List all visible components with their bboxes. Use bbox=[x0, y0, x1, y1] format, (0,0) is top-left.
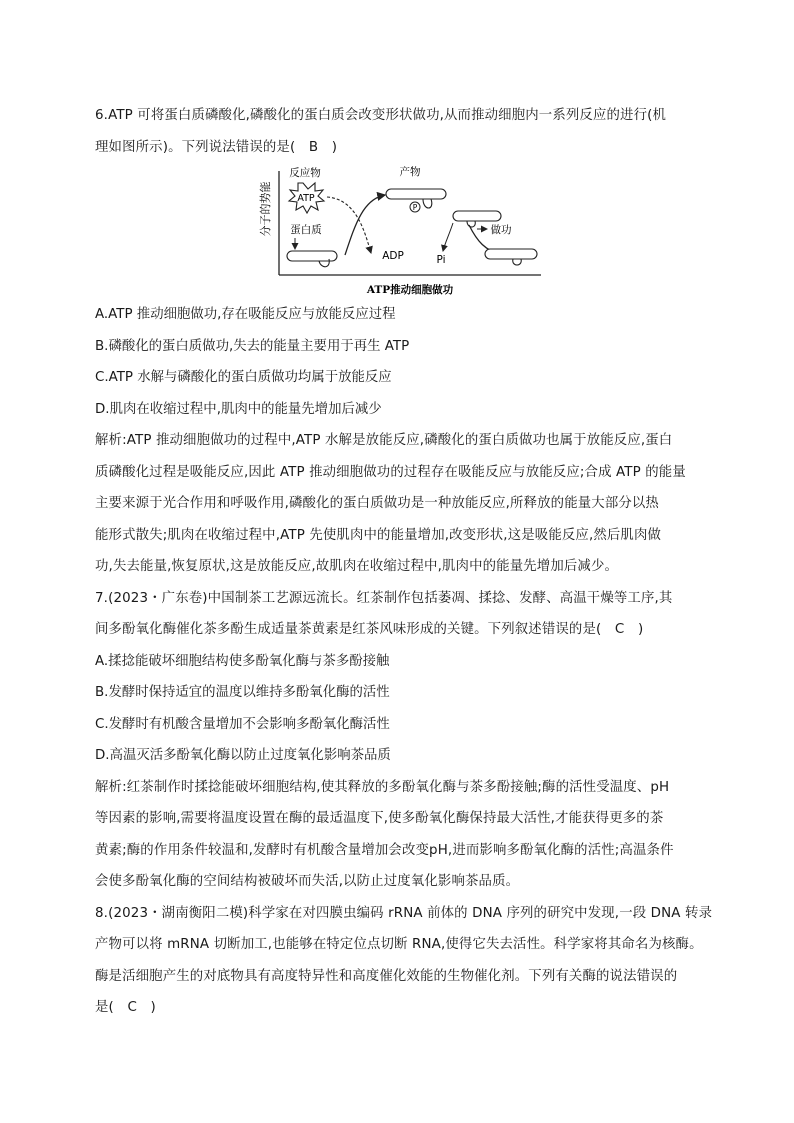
q7-analysis-line-2: 等因素的影响,需要将温度设置在酶的最适温度下,使多酚氧化酶保持最大活性,才能获得更多的茶 bbox=[95, 811, 664, 826]
q6-analysis-line-4: 能形式散失;肌肉在收缩过程中,ATP 先使肌肉中的能量增加,改变形状,这是吸能反应,然后肌肉做 bbox=[95, 527, 662, 543]
protein-tube-mid bbox=[453, 211, 501, 221]
y-axis-label: 分子的势能 bbox=[259, 181, 272, 237]
q8-line-1: 8.(2023・湖南衡阳二模)科学家在对四膜虫编码 rRNA 前体的 DNA 序列的研究中发现,一段 DNA 转录 bbox=[95, 905, 713, 921]
q7-analysis-line-1: 解析:红茶制作时揉捻能破坏细胞结构,使其释放的多酚氧化酶与茶多酚接触;酶的活性受温度、pH bbox=[95, 779, 670, 795]
q6-option-d: D.肌肉在收缩过程中,肌肉中的能量先增加后减少 bbox=[95, 401, 382, 417]
pi-label: Pi bbox=[436, 254, 446, 266]
q6-option-b: B.磷酸化的蛋白质做功,失去的能量主要用于再生 ATP bbox=[95, 338, 410, 354]
protein-high-tail bbox=[423, 199, 432, 208]
q7-stem-line-1: 7.(2023・广东卷)中国制茶工艺源远流长。红茶制作包括萎凋、揉捻、发酵、高温干燥等工序,其 bbox=[95, 590, 673, 606]
q7-option-c: C.发酵时有机酸含量增加不会影响多酚氧化酶活性 bbox=[95, 716, 390, 732]
q8-line-4: 是( C ) bbox=[95, 1000, 156, 1015]
q7-option-a: A.揉捻能破坏细胞结构使多酚氧化酶与茶多酚接触 bbox=[95, 653, 390, 669]
q7-stem-line-2: 间多酚氧化酶催化茶多酚生成适量茶黄素是红茶风味形成的关键。下列叙述错误的是( C ) bbox=[95, 622, 644, 637]
q8-line-3: 酶是活细胞产生的对底物具有高度特异性和高度催化效能的生物催化剂。下列有关酶的说法错误的 bbox=[95, 968, 678, 984]
protein-final-tail bbox=[513, 259, 521, 265]
q6-option-a: A.ATP 推动细胞做功,存在吸能反应与放能反应过程 bbox=[95, 307, 396, 322]
q6-analysis-line-1: 解析:ATP 推动细胞做功的过程中,ATP 水解是放能反应,磷酸化的蛋白质做功也属于放能反应,蛋白 bbox=[95, 433, 673, 448]
q6-stem-line-2: 理如图所示)。下列说法错误的是( B ) bbox=[95, 139, 338, 155]
adp-label: ADP bbox=[382, 250, 404, 262]
product-label: 产物 bbox=[399, 166, 421, 178]
q6-analysis-line-5: 功,失去能量,恢复原状,这是放能反应,故肌肉在收缩过程中,肌肉中的能量先增加后减少。 bbox=[95, 559, 619, 574]
q7-option-b: B.发酵时保持适宜的温度以维持多酚氧化酶的活性 bbox=[95, 685, 390, 700]
q7-analysis-line-4: 会使多酚氧化酶的空间结构被破坏而失活,以防止过度氧化影响茶品质。 bbox=[95, 874, 520, 889]
protein-tube-high bbox=[386, 189, 446, 199]
protein-tube-final bbox=[485, 249, 537, 259]
q6-analysis-line-3: 主要来源于光合作用和呼吸作用,磷酸化的蛋白质做功是一种放能反应,所释放的能量大部分以热 bbox=[95, 496, 659, 511]
protein-label: 蛋白质 bbox=[290, 224, 322, 236]
figure-caption: ATP推动细胞做功 bbox=[366, 284, 454, 296]
atp-work-diagram bbox=[245, 163, 545, 299]
reactant-label: 反应物 bbox=[289, 167, 321, 179]
work-label: 做功 bbox=[490, 224, 512, 236]
pi-release-arrow bbox=[443, 223, 453, 251]
phosphate-label: P bbox=[412, 203, 418, 212]
q6-analysis-line-2: 质磷酸化过程是吸能反应,因此 ATP 推动细胞做功的过程存在吸能反应与放能反应;合成 ATP 的能量 bbox=[95, 464, 686, 480]
q8-line-2: 产物可以将 mRNA 切断加工,也能够在特定位点切断 RNA,使得它失去活性。科学家将其命名为核酶。 bbox=[95, 937, 703, 952]
atp-label: ATP bbox=[297, 193, 315, 204]
document-page bbox=[95, 100, 713, 1024]
q6-stem-line-1: 6.ATP 可将蛋白质磷酸化,磷酸化的蛋白质会改变形状做功,从而推动细胞内一系列反应的进行(机 bbox=[95, 108, 667, 123]
protein-mid-tail bbox=[467, 221, 475, 227]
q7-option-d: D.高温灭活多酚氧化酶以防止过度氧化影响茶品质 bbox=[95, 748, 391, 763]
q6-figure bbox=[95, 163, 705, 299]
q7-analysis-line-3: 黄素;酶的作用条件较温和,发酵时有机酸含量增加会改变pH,进而影响多酚氧化酶的活性;高温条件 bbox=[95, 842, 674, 858]
q6-option-c: C.ATP 水解与磷酸化的蛋白质做功均属于放能反应 bbox=[95, 370, 392, 385]
energy-rise-arrow bbox=[345, 195, 385, 255]
